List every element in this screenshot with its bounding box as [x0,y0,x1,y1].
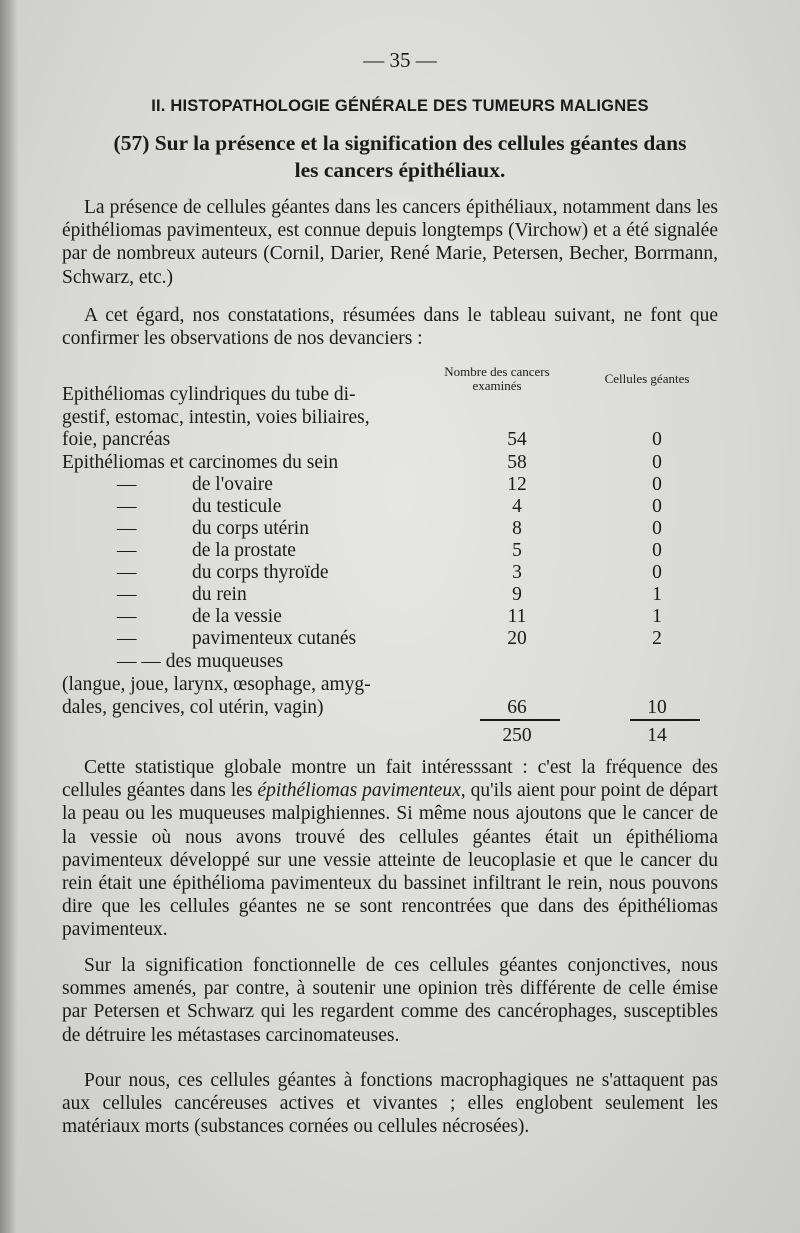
giant-cell-count: 2 [652,628,662,649]
ditto-dash: — [117,562,137,583]
cancer-count: 66 [507,697,527,718]
emphasis-text: épithéliomas pavimenteux [257,780,461,802]
cancer-count: 4 [512,496,522,517]
giant-cell-count: 0 [652,540,662,561]
ditto-dash: — [117,606,137,627]
row-label: du rein [192,584,247,605]
giant-cell-count: 0 [652,429,662,450]
row-label: de l'ovaire [192,474,273,495]
table-row [62,584,722,606]
chapter-heading: II. HISTOPATHOLOGIE GÉNÉRALE DES TUMEURS MALIGNES [151,97,649,115]
row-label: (langue, joue, larynx, œsophage, amyg- [62,674,371,695]
cancer-count: 20 [507,628,527,649]
table-row [62,407,722,429]
paragraph-text: Cette statistique globale montre un fait intéresssant : c'est la fréquence des cellules géantes dans les [62,757,718,802]
cancer-count: 5 [512,540,522,561]
table-row [62,496,722,518]
row-label: dales, gencives, col utérin, vagin) [62,697,324,718]
giant-cell-count: 0 [652,496,662,517]
ditto-dash: — [117,518,137,539]
table-row [62,628,722,650]
paragraph-text: , qu'ils aient pour point de départ la peau ou les muqueuses malpighiennes. Si même nous ajoutons que le cancer de la vessie où nous avons trouvé des cellules géantes était un épithélioma pavimenteux développé sur une vessie atteinte de leucoplasie et que le cancer du rein était une épithélioma pavimenteux du bassinet infiltrant le rein, nous pouvons dire que les cellules géantes ne se sont rencontrées que dans des épithéliomas pavimenteux. [62,780,719,941]
page-number: — 35 — [363,48,437,72]
article-title-line2: les cancers épithéliaux. [294,158,506,182]
table-row [62,697,722,719]
giant-cell-count: 0 [652,562,662,583]
giant-cell-count: 0 [652,474,662,495]
giant-cell-count: 10 [647,697,667,718]
sum-rule [630,719,700,721]
paragraph-signification: Sur la signification fonctionnelle de ces cellules géantes conjonctives, nous sommes amenés, par contre, à soutenir une opinion très différente de celle émise par Petersen et Schwarz qui les regardent comme des cancérophages, susceptibles de détruire les métastases carcinomateuses. [62,955,718,1046]
row-label: de la vessie [192,606,282,627]
paragraph-conclusion: Pour nous, ces cellules géantes à fonctions macrophagiques ne s'attaquent pas aux cellules cancéreuses actives et vivantes ; elles englobent seulement les matériaux morts (substances cornées ou cellules nécrosées). [62,1070,718,1138]
giant-cell-count: 0 [652,518,662,539]
cancer-count: 3 [512,562,522,583]
row-label: — — des muqueuses [117,651,284,672]
cancer-count: 12 [507,474,527,495]
paragraph-intro: La présence de cellules géantes dans les cancers épithéliaux, notamment dans les épithéliomas pavimenteux, est connue depuis longtemps (Virchow) et a été signalée par de nombreux auteurs (Cornil, Darier, René Marie, Petersen, Becher, Borrmann, Schwarz, etc.) [62,197,718,288]
row-label: du corps thyroïde [192,562,329,583]
article-title [60,130,740,184]
total-cancer-count: 250 [502,725,532,746]
cancer-count: 9 [512,584,522,605]
cancer-count: 11 [507,606,527,627]
paragraph-statistics [62,756,718,942]
total-giant-cell-count: 14 [647,725,667,746]
row-label: de la prostate [192,540,296,561]
row-label: gestif, estomac, intestin, voies biliaires, [62,407,370,428]
table-row [62,674,722,696]
table-header-giant-cells: Cellules géantes [604,371,690,386]
ditto-dash: — [117,584,137,605]
ditto-dash: — [117,628,137,649]
table-row [62,518,722,540]
table-row [62,429,722,451]
row-label: Epithéliomas et carcinomes du sein [62,452,339,473]
row-label: du testicule [192,496,282,517]
table-header-cancers: Nombre des cancers examinés [444,364,550,393]
row-label: du corps utérin [192,518,309,539]
row-label: pavimenteux cutanés [192,628,357,649]
table-row [62,562,722,584]
giant-cell-count: 1 [652,606,662,627]
table-row [62,540,722,562]
ditto-dash: — [117,496,137,517]
ditto-dash: — [117,474,137,495]
row-label: Epithéliomas cylindriques du tube di- [62,384,356,405]
table-total-row [62,725,722,747]
article-title-line1: (57) Sur la présence et la signification des cellules géantes dans [113,131,687,155]
cancer-count: 58 [507,452,527,473]
sum-rule [480,719,560,721]
giant-cell-count: 0 [652,452,662,473]
giant-cell-count: 1 [652,584,662,605]
ditto-dash: — [117,540,137,561]
table-row [62,452,722,474]
cancer-count: 8 [512,518,522,539]
table-row [62,474,722,496]
paragraph-constatations: A cet égard, nos constatations, résumées dans le tableau suivant, ne font que confirmer les observations de nos devanciers : [62,305,718,350]
page-edge-shadow [0,0,18,1233]
table-row [62,606,722,628]
table-row [62,384,722,406]
table-row [62,651,722,673]
row-label: foie, pancréas [62,429,171,450]
cancer-count: 54 [507,429,527,450]
